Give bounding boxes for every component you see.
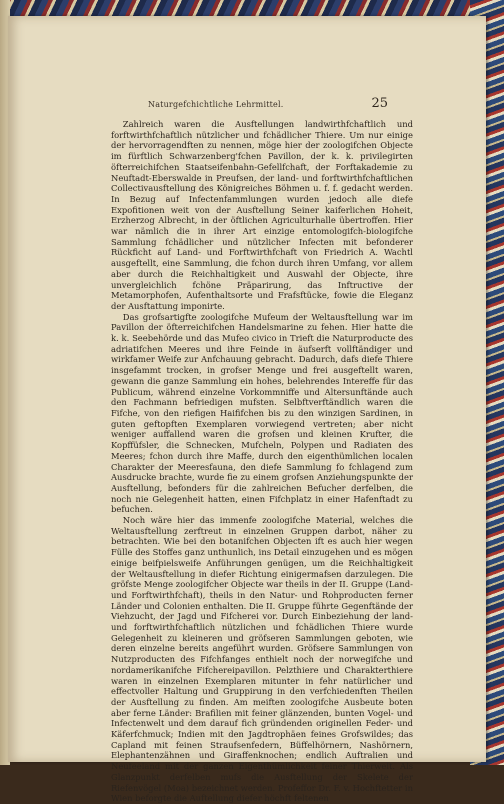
paragraph: Zahlreich waren die Ausftellungen landwirthfchaftlich und forftwirthfchaftlich nützlicher und fchädlicher Thiere. Um nur einige der hervorragendften zu nennen, möge hier der zoologifchen Objecte im fürftlich Schwarzenberg'fchen Pavillon, der k. k. privilegirten öfterreichifchen Staatseifenbahn-Gefellfchaft, der Forftakademie zu Neuftadt-Eberswalde in Preufsen, der land- und forftwirthfchaftlichen Collectivausftellung des Königreiches Böhmen u. f. f. gedacht werden. In Bezug auf Infectenfammlungen wurden jedoch alle diefe Expofitionen weit von der Ausftellung Seiner kaiferlichen Hoheit, Erzherzog Albrecht, in der öftlichen Agriculturhalle übertroffen. Hier war nämlich die in ihrer Art einzige entomologifch-biologifche Sammlung fchädlicher und nützlicher Infecten mit befonderer Rückficht auf Land- und Forftwirthfchaft von Friedrich A. Wachtl ausgeftellt, eine Sammlung, die fchon durch ihren Umfang, vor allem aber durch die Reichhaltigkeit und Auswahl der Objecte, ihre unvergleichlich fchöne Präparirung, das Inftructive der Metamorphofen, Aufenthaltsorte und Frafsftücke, fowie die Eleganz der Ausftattung imponirte.	[111, 119, 413, 311]
body-text	[111, 119, 413, 804]
book-page	[8, 16, 486, 804]
paragraph: Noch wäre hier das immenfe zoologifche Material, welches die Weltausftellung zerftreut in einzelnen Gruppen darbot, näher zu betrachten. Wie bei den botanifchen Objecten ift es auch hier wegen Fülle des Stoffes ganz unthunlich, ins Detail einzugehen und es mögen einige beifpielsweife Anführungen genügen, um die Reichhaltigkeit der Weltausftellung in diefer Richtung einigermafsen darzulegen. Die gröfste Menge zoologifcher Objecte war theils in der II. Gruppe (Land- und Forftwirthfchaft), theils in den Natur- und Rohproducten ferner Länder und Colonien enthalten. Die II. Gruppe führte Gegenftände der Viehzucht, der Jagd und Fifcherei vor. Durch Einbeziehung der land- und forftwirthfchaftlich nützlichen und fchädlichen Thiere wurde Gelegenheit zu kleineren und gröfseren Sammlungen geboten, wie deren einzelne bereits angeführt wurden. Gröfsere Sammlungen von Nutzproducten des Fifchfanges enthielt noch der norwegifche und nordamerikanifche Fifchereipavillon. Pelzthiere und Charakterthiere waren in einzelnen Exemplaren mitunter in fehr natürlicher und effectvoller Haltung und Gruppirung in den verfchiedenften Theilen der Ausftellung zu finden. Am meiften zoologifche Ausbeute boten aber ferne Länder: Brafilien mit feiner glänzenden, bunten Vogel- und Infectenwelt und dem darauf fich gründenden originellen Feder- und Käferfchmuck; Indien mit den Jagdtrophäen feines Grofswildes; das Capland mit feinen Straufsenfedern, Büffelhörnern, Nashörnern, Elephantenzähnen und Giraffenknochen; endlich Auftralien und Neufeeland mit der ganzen Eigenthümlichkeit feiner Thierwelt. Als Glanzpunkt derfelben mufs die Ausftellung der Skelete der Riefenvögel (Moa) bezeichnet werden. Profeffor Dr. F. v. Hochftetter in Wien beforgte die Auftellung diefer höchft feltenen	[111, 515, 413, 804]
page-header	[148, 96, 388, 116]
paragraph: Das grofsartigfte zoologifche Mufeum der Weltausftellung war im Pavillon der öfterreichifchen Handelsmarine zu fehen. Hier hatte die k. k. Seebehörde und das Mufeo civico in Trieft die Naturproducte des adriatifchen Meeres und ihre Feinde in äufserft vollftändiger und wirkfamer Weife zur Anfchauung gebracht. Dadurch, dafs diefe Thiere insgefammt trocken, in grofser Menge und frei ausgeftellt waren, gewann die ganze Sammlung ein hohes, belehrendes Intereffe für das Publicum, während einzelne Vorkommniffe und Altersunftände auch den Fachmann befriedigen mufsten. Selbftverftändlich waren die Fifche, von den riefigen Haififchen bis zu den winzigen Sardinen, in guten geftopften Exemplaren vorwiegend vertreten; aber nicht weniger auffallend waren die grofsen und kleinen Krufter, die Kopffüfsler, die Schnecken, Mufcheln, Polypen und Radiaten des Meeres; fchon durch ihre Maffe, durch den eigenthümlichen localen Charakter der Meeresfauna, den diefe Sammlung fo fchlagend zum Ausdrucke brachte, wurde fie zu einem grofsen Anziehungspunkte der Ausftellung, befonders für die zahlreichen Befucher derfelben, die noch nie Gelegenheit hatten, einen Fifchplatz in einer Hafenftadt zu befuchen.	[111, 311, 413, 515]
page-number: 25	[371, 96, 388, 111]
running-title: Naturgefchichtliche Lehrmittel.	[148, 100, 284, 109]
